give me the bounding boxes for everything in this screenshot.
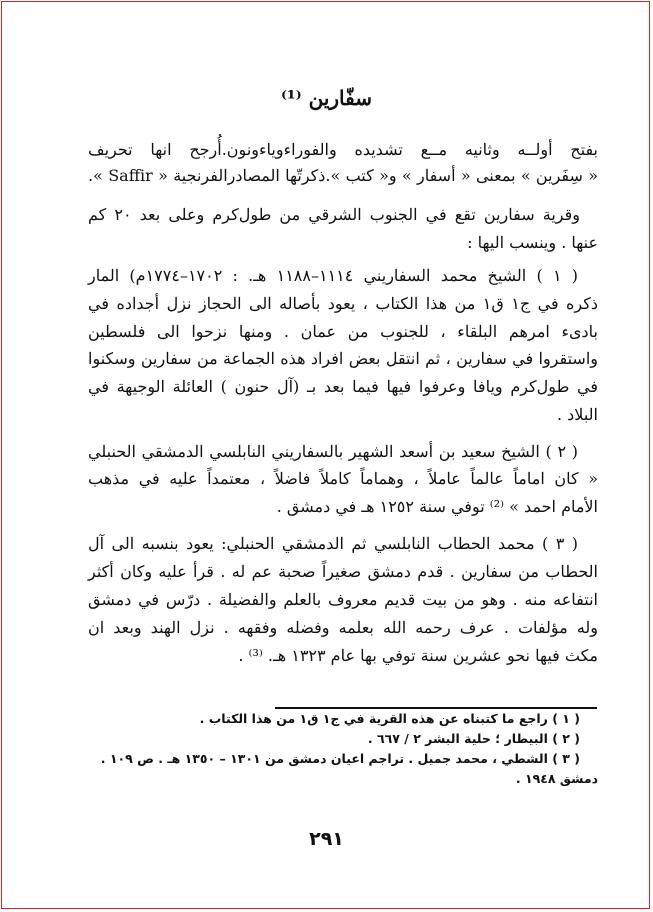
footnote: دمشق ١٩٤٨ . [515, 771, 598, 786]
text-line: ( ٢ ) الشيخ سعيد بن أسعد الشهير بالسفاريني النابلسي الدمشقي الحنبلي [88, 442, 579, 461]
text-line: واستقروا في سفارين ، ثم انتقل بعض افراد هذه الجماعة من سفارين وسكنوا [88, 349, 598, 368]
text-line: وقرية سفارين تقع في الجنوب الشرقي من طول‌كرم وعلى بعد ٢٠ كم [88, 205, 580, 224]
page-title: سفّارين ⁽¹⁾ [280, 86, 373, 110]
text-line: ذكره في ج١ ق١ من هذا الكتاب ، يعود بأصاله الى الحجاز نزل أجداده في [88, 294, 599, 313]
text-line: عنها . وينسب اليها : [467, 233, 598, 252]
footnote-divider [275, 707, 597, 709]
text-line: الأمام احمد » ⁽²⁾ توفي سنة ١٢٥٢ هـ في دمشق . [276, 497, 598, 516]
text-line: البلاد . [557, 405, 598, 424]
text-line: في طول‌كرم ويافا وعرفوا فيها فيما بعد بـ (آل حنون ) العائلة الوجيهة في [88, 377, 598, 396]
text-line: الحطاب من سفارين . قدم دمشق صغيراً صحبة عم له . قرأ عليه وكان أكثر [88, 562, 598, 581]
text-line: ( ١ ) الشيخ محمد السفاريني ١١١٤–١١٨٨ هـ. : ١٧٠٢–١٧٧٤م) المار [88, 266, 579, 285]
footnote: ( ١ ) راجع ما كتبناه عن هذه القرية في ج١ ق١ من هذا الكتاب . [199, 711, 580, 726]
text-line: مكث فيها نحو عشرين سنة توفي بها عام ١٣٢٣ هـ. ⁽³⁾ . [238, 646, 598, 665]
footnote: ( ٢ ) البيطار ؛ حلية البشر ٢ / ٦٦٧ . [367, 731, 580, 746]
text-line: وله مؤلفات . عرف رحمه الله بعلمه وفضله وفقهه . نزل الهند وبعد ان [88, 618, 598, 637]
footnote: ( ٣ ) الشطي ، محمد جميل . تراجم اعيان دمشق من ١٣٠١ – ١٣٥٠ هـ . ص ١٠٩ . [100, 751, 580, 766]
text-line: « سِفَرين » بمعنى « أسفار » و« كتب ».ذكرتّها المصادرالفرنجية « Saffir ». [88, 166, 598, 185]
page-number: ٢٩١ [309, 828, 344, 850]
text-line: « كان اماماً عالماً عاملاً ، وهماماً كاملاً فاضلاً ، معتمداً عليه في مذهب [88, 469, 598, 488]
text-line: بفتح أولــه وثانيه مــع تشديده والفوراءوياءونون.أُرجح انها تحريف [88, 140, 598, 159]
text-line: انتفاعه منه . وهو من بيت قديم معروف بالعلم والفضيلة . درّس في دمشق [88, 590, 598, 609]
text-line: ( ٣ ) محمد الحطاب النابلسي ثم الدمشقي الحنبلي: يعود بنسبه الى آل [88, 534, 579, 553]
text-line: بادىء امرهم البلقاء ، للجنوب من عمان . ومنها نزحوا الى فلسطين [88, 322, 598, 341]
